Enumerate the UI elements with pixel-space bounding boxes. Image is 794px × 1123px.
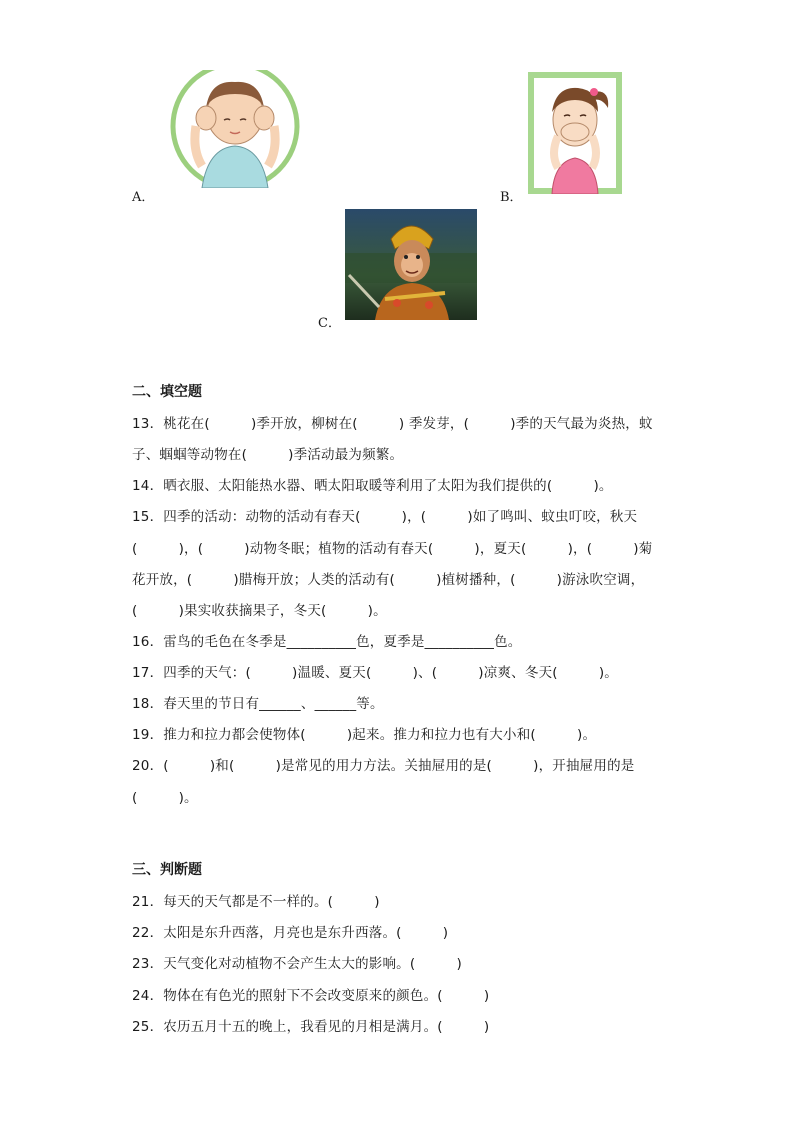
option-a-image	[166, 70, 304, 188]
question-line: 17．四季的天气：( )温暖、夏天( )、( )凉爽、冬天( )。	[132, 665, 619, 681]
section-true-false-title: 三、判断题	[132, 862, 202, 878]
question-line: 花开放，( )腊梅开放；人类的活动有( )植树播种，( )游泳吹空调，	[132, 572, 645, 588]
question-line: 15．四季的活动：动物的活动有春天( )，( )如了鸣叫、蚊虫叮咬，秋天	[132, 509, 638, 525]
question-line: 14．晒衣服、太阳能热水器、晒太阳取暖等利用了太阳为我们提供的( )。	[132, 478, 613, 494]
question-line: ( )果实收获摘果子，冬天( )。	[132, 603, 387, 619]
question-line: 18．春天里的节日有______、______等。	[132, 696, 384, 712]
question-line: ( )，( )动物冬眠；植物的活动有春天( )，夏天( )，( )菊	[132, 541, 653, 557]
girl-covering-nose-illustration	[528, 72, 622, 194]
option-b-image	[528, 72, 622, 194]
question-line: 23．天气变化对动植物不会产生太大的影响。( )	[132, 956, 462, 972]
girl-covering-ears-illustration	[166, 70, 304, 188]
option-c-image	[345, 209, 477, 320]
question-line: 21．每天的天气都是不一样的。( )	[132, 894, 380, 910]
question-line: 22．太阳是东升西落，月亮也是东升西落。( )	[132, 925, 449, 941]
question-line: 20．( )和( )是常见的用力方法。关抽屉用的是( )，开抽屉用的是	[132, 758, 635, 774]
question-line: ( )。	[132, 790, 198, 806]
question-line: 25．农历五月十五的晚上，我看见的月相是满月。( )	[132, 1019, 490, 1035]
monkey-king-portrait-photo	[345, 209, 477, 320]
option-c-label: C．	[318, 316, 341, 331]
question-line: 子、蝈蝈等动物在( )季活动最为频繁。	[132, 447, 404, 463]
question-line: 24．物体在有色光的照射下不会改变原来的颜色。( )	[132, 988, 490, 1004]
question-line: 16．雷鸟的毛色在冬季是__________色，夏季是__________色。	[132, 634, 522, 650]
option-b-label: B．	[500, 190, 523, 205]
question-line: 13．桃花在( )季开放，柳树在( ) 季发芽，( )季的天气最为炎热，蚊	[132, 416, 653, 432]
section-fill-in-title: 二、填空题	[132, 384, 202, 400]
question-line: 19．推力和拉力都会使物体( )起来。推力和拉力也有大小和( )。	[132, 727, 597, 743]
option-a-label: A．	[132, 190, 155, 205]
